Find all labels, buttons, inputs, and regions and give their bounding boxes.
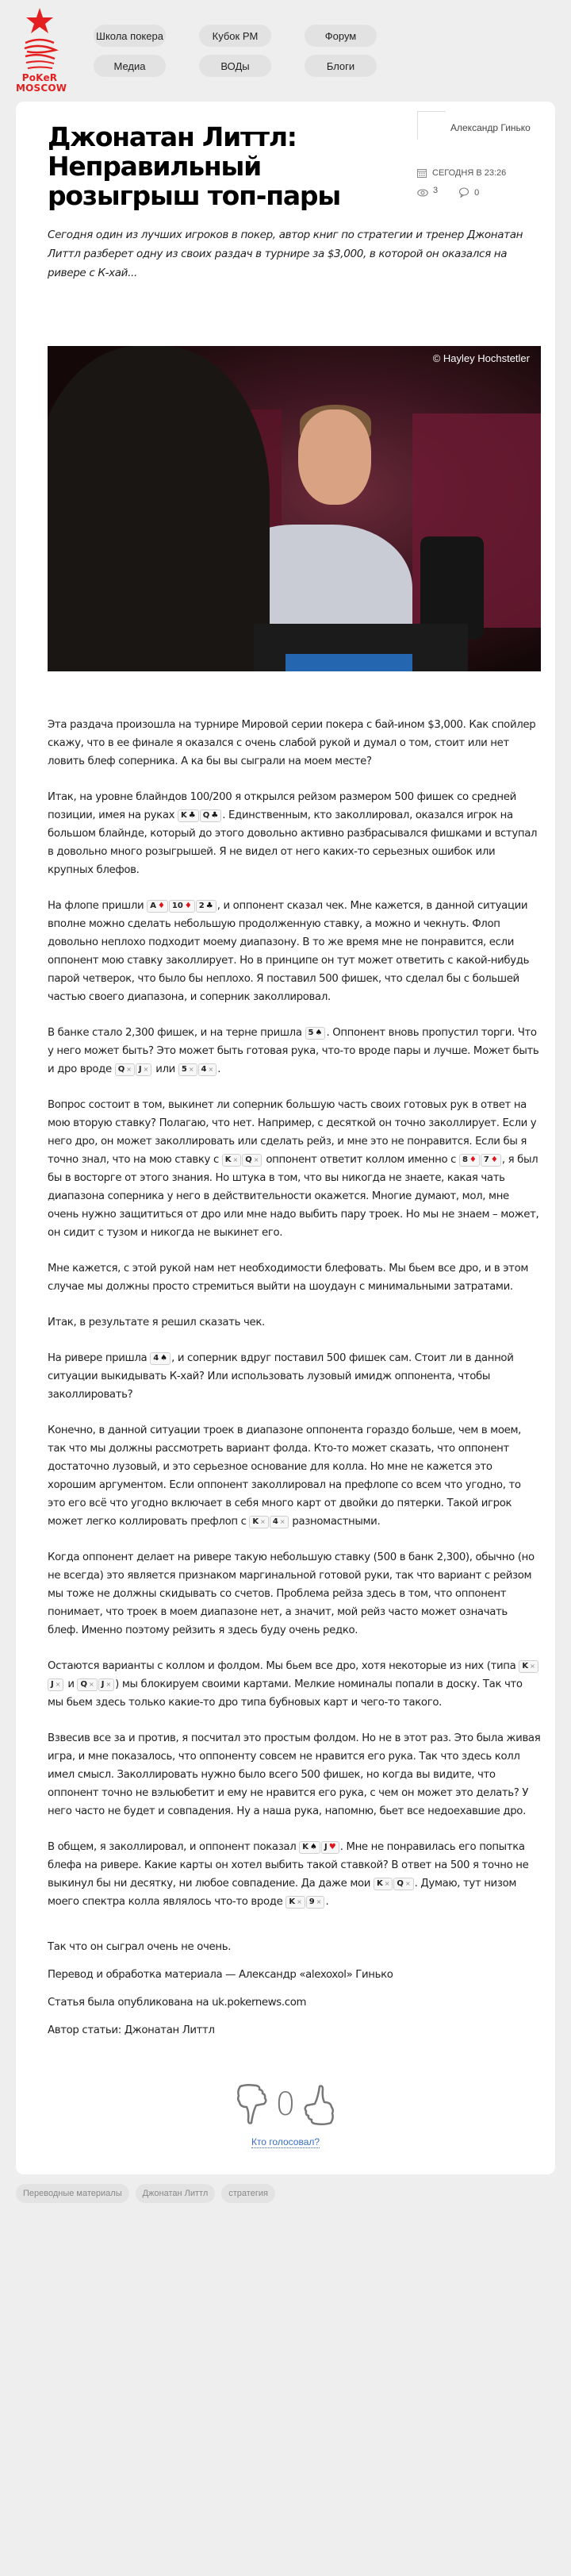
card-chip [299, 1841, 320, 1854]
card-rank: K [252, 1517, 259, 1526]
card-group-qj [77, 1678, 115, 1690]
card-group-qx [242, 1154, 263, 1166]
paragraph [48, 1657, 541, 1712]
card-rank: K [289, 1897, 296, 1906]
vote-count: 0 [275, 2086, 296, 2123]
card-rank: J [51, 1680, 54, 1689]
card-chip [459, 1154, 480, 1167]
paragraph-text: , и соперник вдруг поставил 500 фишек сам. Стоит ли в данной ситуации выкидывать К-хай? Или использовать лузовый имидж оппонента, чтобы заколлировать? [48, 1352, 514, 1401]
card-rank: K [181, 811, 187, 820]
paragraph [48, 1313, 541, 1332]
card-rank: Q [117, 1065, 125, 1074]
nav-vods[interactable]: ВОДы [199, 55, 271, 77]
paragraph-text: , и оппонент сказал чек. Мне кажется, в данной ситуации вполне можно сделать небольшую продолженную ставку, а можно и чекнуть. Флоп довольно неплохо подходит моему диапазону. В то же время мне не понравится, если оппонент мою ставку заколлирует. Но в принципе он тут может ответить с какой-нибудь парой четверок, что было бы неплохо. Я поставил 500 фишек, что сделал бы с большей частью своего диапазона, и соперник заколлировал. [48, 900, 530, 1003]
card-chip [136, 1063, 151, 1076]
paragraph [48, 897, 541, 1006]
paragraph-text: Мне кажется, с этой рукой нам нет необходимости блефовать. Мы бьем все дро, и в этом случае мы должны просто стремиться выйти на шоудаун с минимальными затратами. [48, 1263, 529, 1293]
card-rank: 10 [171, 902, 183, 910]
paragraph-text: Автор статьи: Джонатан Литтл [48, 2024, 215, 2036]
club-suit-icon: ♣ [211, 811, 219, 820]
card-rank: A [150, 902, 156, 910]
author-credit [48, 2021, 541, 2040]
paragraph-text: На ривере пришла [48, 1352, 151, 1364]
views-count: 3 [433, 185, 439, 195]
diamond-suit-icon: ♦ [490, 1155, 498, 1164]
any-suit-icon: × [89, 1681, 94, 1688]
any-suit-icon: × [232, 1156, 239, 1163]
any-suit-icon: × [253, 1156, 259, 1163]
paragraph-text: В банке стало 2,300 фишек, и на терне пришла [48, 1027, 305, 1039]
card-chip [393, 1878, 413, 1890]
any-suit-icon: × [316, 1898, 322, 1905]
card-chip [222, 1154, 241, 1167]
main-nav [94, 25, 538, 77]
card-chip [321, 1841, 339, 1854]
paragraph-text: или [152, 1063, 178, 1075]
card-chip [115, 1063, 135, 1076]
card-chip [249, 1516, 268, 1528]
card-chip [270, 1516, 289, 1528]
any-suit-icon: × [126, 1066, 132, 1073]
nav-media[interactable]: Медиа [94, 55, 166, 77]
paragraph [48, 1096, 541, 1242]
card-rank: 4 [201, 1065, 207, 1074]
any-suit-icon: × [55, 1681, 61, 1688]
card-rank: Q [397, 1879, 404, 1888]
paragraph-text: . Единственным, кто заколлировал, оказался игрок на большом блайнде, который до этого довольно активно разбрасывался фишками и вступал в довольно много розыгрышей. Я не видел от него каких-то серьезных ошибок или крупных блефов. [48, 809, 538, 876]
card-rank: 2 [198, 902, 205, 910]
paragraph-text: Вопрос состоит в том, выкинет ли соперник большую часть своих готовых рук в ответ на мою вторую ставку? Полагаю, что нет. Например, с десяткой он точно заколлирует. Если у него дро, он может заколлировать или сделать рейз, и мне это не понравится. Если бы я точно знал, что на мою ставку с [48, 1099, 537, 1166]
nav-poker-school[interactable]: Школа покера [94, 25, 166, 47]
paragraph-text: ) мы блокируем своими картами. Мелкие номиналы попали в доску. Так что мы бьем здесь только какие-то дро типа бубновых карт и чего-то такого. [48, 1678, 523, 1709]
any-suit-icon: × [297, 1898, 302, 1905]
card-chip [150, 1352, 171, 1365]
article-stats [417, 187, 479, 198]
poker-moscow-logo[interactable] [16, 6, 67, 95]
card-rank: J [138, 1065, 142, 1074]
club-suit-icon: ♣ [188, 811, 196, 820]
any-suit-icon: × [384, 1880, 390, 1887]
card-chip [198, 1063, 217, 1076]
vote-widget [48, 2081, 523, 2149]
paragraph [48, 1259, 541, 1296]
paragraph-text: разномастными. [289, 1516, 381, 1528]
article-photo [48, 346, 541, 671]
diamond-suit-icon: ♦ [184, 902, 192, 910]
card-chip [286, 1896, 305, 1909]
site-header [0, 0, 571, 102]
article-lead: Сегодня один из лучших игроков в покер, автор книг по стратегии и тренер Джонатан Литтл разберет одну из своих раздач в турнире за $3,000, в которой он оказался на ривере с К-хай... [48, 229, 523, 279]
diamond-suit-icon: ♦ [157, 902, 165, 910]
card-rank: 4 [153, 1354, 159, 1363]
card-rank: 9 [308, 1897, 315, 1906]
card-group-hero-hand [178, 809, 222, 821]
paragraph-text: В общем, я заколлировал, и оппонент показал [48, 1841, 300, 1853]
card-rank: J [324, 1843, 328, 1851]
paragraph-text: На флопе пришли [48, 900, 148, 912]
paragraph-text: Итак, на уровне блайндов 100/200 я открылся рейзом размером 500 фишек со средней позиции, имея на руках [48, 791, 516, 821]
card-group-qj-draw [115, 1063, 153, 1075]
card-rank: 8 [462, 1155, 468, 1164]
comments-count[interactable]: 0 [474, 187, 480, 198]
star-spiral-logo-icon [16, 6, 63, 71]
card-group-k9-first [286, 1896, 305, 1908]
heart-suit-icon: ♥ [328, 1843, 336, 1851]
paragraph-text: Конечно, в данной ситуации троек в диапазоне оппонента гораздо больше, чем в моем, так что мы должны рассмотреть вариант фолда. Кто-то может сказать, что оппонент достаточно лузовый, и это серьезное основание для колла. Но мне не кажется это хорошим аргументом. Если оппонент заколлировал на префлопе со всем что угодно, то это его всё что угодно включает в себя много карт от двойки до пятерки. Такой игрок может легко коллировать префлоп с [48, 1424, 522, 1528]
author-name[interactable]: Александр Гинько [450, 122, 531, 133]
card-group-kx [222, 1154, 242, 1166]
card-rank: 5 [181, 1065, 187, 1074]
card-group-k9-second [306, 1896, 329, 1908]
who-voted-link[interactable]: Кто голосовал? [251, 2136, 320, 2147]
card-chip [200, 809, 221, 822]
card-rank: 7 [483, 1155, 489, 1164]
logo-text [16, 72, 67, 94]
card-group-87 [459, 1154, 502, 1166]
card-rank: K [302, 1843, 309, 1851]
any-suit-icon: × [105, 1681, 112, 1688]
card-chip [178, 1063, 197, 1076]
card-rank: K [522, 1662, 529, 1671]
any-suit-icon: × [143, 1066, 149, 1073]
thumbs-up-icon[interactable] [301, 2083, 335, 2126]
logo-text-line2: MOSCOW [16, 83, 67, 94]
paragraph [48, 1024, 541, 1078]
paragraph-text: Перевод и обработка материала — Александр «alexoxol» Гинько [48, 1969, 393, 1981]
paragraph-text: . [217, 1063, 221, 1075]
card-group-k4 [249, 1516, 289, 1528]
card-rank: 4 [272, 1517, 278, 1526]
paragraph-text: Когда оппонент делает на ривере такую небольшую ставку (500 в банк 2,300), обычно (но не всегда) это является признаком маргинальной готовой руки, так что вариант с рейзом мы тоже не должны скидывать со счетов. Проблема рейза здесь в том, что оппонент понимает, что троек в моем диапазоне нет, а значит, мой рейз часто может означать блеф. Именно поэтому рейзить я здесь буду очень редко. [48, 1551, 535, 1636]
card-rank: K [376, 1879, 383, 1888]
paragraph [48, 1349, 541, 1404]
paragraph-text: Взвесив все за и против, я посчитал это простым фолдом. Но не в этот раз. Это была живая игра, и мне показалось, что оппоненту совсем не нравится его рука. Так что здесь колл имел смысл. Заколлировать нужно было всего 500 фишек, но когда вы видите, что оппонент точно не вэльюбетит и ему не нравится его рука, с чем он может это делать? У него часто не будет и совпадения. Ну а наша рука, напомню, бьет все недоехавшие дро. [48, 1732, 541, 1817]
spade-suit-icon: ♠ [315, 1028, 323, 1037]
nav-blogs[interactable]: Блоги [305, 55, 377, 77]
paragraph-text: . [325, 1896, 329, 1908]
any-suit-icon: × [404, 1880, 411, 1887]
card-chip [242, 1154, 262, 1167]
paragraph [48, 1838, 541, 1911]
article-title: Джонатан Литтл: Неправильный розыгрыш топ-пары [48, 121, 340, 211]
paragraph [48, 1548, 541, 1640]
any-suit-icon: × [279, 1518, 286, 1525]
card-group-kq [374, 1878, 415, 1890]
publish-date-text: СЕГОДНЯ В 23:26 [432, 168, 507, 178]
article-header [48, 102, 531, 221]
card-chip [169, 900, 195, 913]
paragraph-text: Статья была опубликована на uk.pokernews.com [48, 1997, 307, 2009]
paragraph-text: , я был бы в восторге от этого знания. Но штука в том, что вы никогда не знаете, какая чать диапазона соперника у него в действительности окажется. Многие думают, мол, мне очень нужно защититься от дро или мне надо выбить пару троек. Но мы не знаем – может, он сидит с тузом и никогда не выкинет его. [48, 1154, 539, 1239]
card-group-turn [305, 1027, 327, 1039]
any-suit-icon: × [260, 1518, 266, 1525]
card-chip [147, 900, 168, 913]
tag-strategy[interactable]: стратегия [221, 2184, 275, 2203]
paragraph [48, 1729, 541, 1821]
card-rank: Q [80, 1680, 87, 1689]
any-suit-icon: × [188, 1066, 194, 1073]
calendar-icon [417, 168, 427, 178]
paragraph [48, 788, 541, 879]
card-chip [77, 1678, 97, 1691]
source-credit [48, 1994, 541, 2012]
card-rank: Q [202, 811, 210, 820]
paragraph-text: . Мне не понравилась его попытка блефа на ривере. Какие карты он хотел выбить такой ставкой? В ответ на 500 я точно не выкинул бы ни десятку, ни любое совпадение. Да даже мои [48, 1841, 529, 1890]
any-suit-icon: × [208, 1066, 214, 1073]
publish-date [417, 168, 506, 178]
thumbs-down-icon[interactable] [236, 2083, 270, 2126]
author-avatar[interactable] [417, 111, 446, 140]
eye-icon [417, 189, 428, 197]
paragraph [48, 1421, 541, 1531]
card-group-shown [299, 1841, 339, 1853]
article-card [16, 102, 555, 2174]
card-rank: 5 [308, 1028, 314, 1037]
card-group-river [150, 1352, 171, 1364]
card-chip [305, 1027, 326, 1040]
paragraph-text: Так что он сыграл очень не очень. [48, 1941, 232, 1953]
paragraph-text: Эта раздача произошла на турнире Мировой серии покера с бай-ином $3,000. Как спойлер скажу, что в ее финале я оказался с очень слабой рукой и думал о том, стоит или нет ловить блеф соперника. А ка бы вы сыграли на моем месте? [48, 719, 536, 767]
card-rank: K [224, 1155, 232, 1164]
paragraph-text: Итак, в результате я решил сказать чек. [48, 1317, 265, 1328]
spade-suit-icon: ♠ [160, 1354, 168, 1363]
card-rank: Q [245, 1155, 252, 1164]
photo-credit: © Hayley Hochstetler [432, 352, 530, 364]
spade-suit-icon: ♠ [310, 1843, 317, 1851]
card-chip [519, 1660, 538, 1673]
card-chip [98, 1678, 114, 1691]
translation-credit [48, 1966, 541, 1984]
paragraph-text: Остаются варианты с коллом и фолдом. Мы бьем все дро, хотя некоторые из них (типа [48, 1660, 519, 1672]
paragraph [48, 1938, 541, 1956]
paragraph-text: . Оппонент вновь пропустил торги. Что у него может быть? Это может быть готовая рука, что-то вроде пары и лучше. Может быть и дро вроде [48, 1027, 539, 1075]
tag-translated-materials[interactable]: Переводные материалы [16, 2184, 129, 2203]
nav-pm-cup[interactable]: Кубок PM [199, 25, 271, 47]
comment-icon[interactable] [458, 187, 469, 198]
tag-jonathan-little[interactable]: Джонатан Литтл [136, 2184, 216, 2203]
paragraph-text: . Думаю, тут низом моего спектра колла являлось что-то вроде [48, 1878, 517, 1908]
paragraph-text: оппонент ответит коллом именно с [263, 1154, 459, 1166]
card-rank: J [101, 1680, 105, 1689]
card-chip [196, 900, 217, 913]
card-chip [374, 1878, 393, 1890]
card-chip [481, 1154, 501, 1167]
card-group-flop [147, 900, 217, 912]
card-chip [306, 1896, 325, 1909]
card-chip [178, 809, 199, 822]
card-group-54-draw [178, 1063, 217, 1075]
diamond-suit-icon: ♦ [469, 1155, 477, 1164]
paragraph [48, 716, 541, 771]
tags-list [16, 2184, 555, 2219]
any-suit-icon: × [530, 1663, 535, 1670]
paragraph-text: и [64, 1678, 78, 1690]
article-body [48, 716, 541, 2040]
logo-text-line1: PoKeR [21, 72, 58, 83]
nav-forum[interactable]: Форум [305, 25, 377, 47]
club-suit-icon: ♣ [205, 902, 213, 910]
card-chip [48, 1678, 63, 1691]
